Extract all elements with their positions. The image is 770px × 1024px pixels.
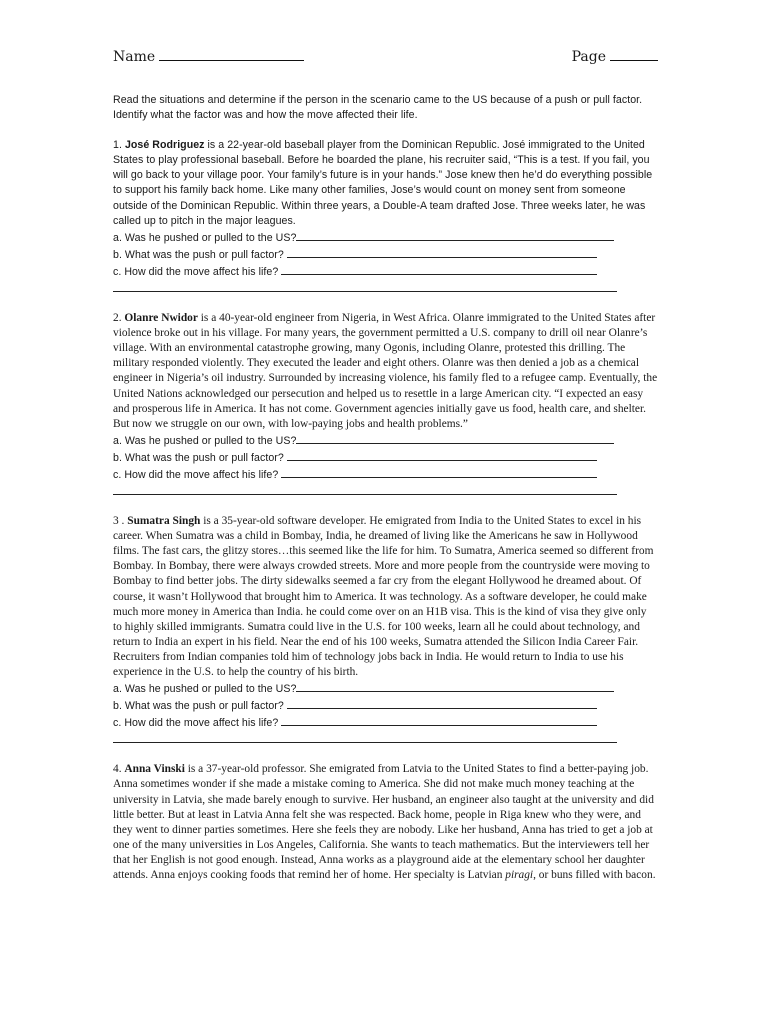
scenario-paragraph	[113, 762, 658, 883]
question-a-text: a. Was he pushed or pulled to the US?	[113, 434, 297, 447]
scenario-text-end: , or buns filled with bacon.	[533, 869, 656, 882]
question-a	[113, 229, 658, 246]
answer-c-continuation-line[interactable]	[113, 483, 617, 495]
question-b-text: b. What was the push or pull factor?	[113, 700, 284, 713]
worksheet-header	[113, 46, 658, 68]
question-a-text: a. Was he pushed or pulled to the US?	[113, 231, 297, 244]
person-name: Sumatra Singh	[127, 515, 201, 528]
question-c	[113, 714, 658, 731]
answer-b-line[interactable]	[287, 697, 597, 709]
question-c	[113, 466, 658, 483]
name-blank-line[interactable]	[159, 46, 304, 61]
name-label: Name	[113, 49, 156, 65]
question-a-text: a. Was he pushed or pulled to the US?	[113, 683, 297, 696]
question-c-text: c. How did the move affect his life?	[113, 265, 279, 278]
scenario-4	[113, 762, 658, 883]
answer-a-line[interactable]	[296, 229, 614, 241]
answer-a-line[interactable]	[296, 680, 614, 692]
answer-b-line[interactable]	[287, 246, 597, 258]
question-b-text: b. What was the push or pull factor?	[113, 248, 284, 261]
answer-c-continuation-line[interactable]	[113, 731, 617, 743]
italic-term: piragi	[505, 869, 534, 882]
scenario-paragraph	[113, 138, 658, 229]
question-a	[113, 432, 658, 449]
scenario-text: is a 35-year-old software developer. He emigrated from India to the United States to excel in his career. When Sumatra was a child in Bombay, India, he dreamed of living like the Americans he saw in Hollywood films. The fast cars, the glitzy stores…this seemed like the life for him. To Sumatra, America seemed so different from Bombay. In Bombay, there were always crowded streets. More and more people from the countryside were moving to Bombay to find better jobs. The dirty sidewalks seemed a far cry from the elegant Hollywood he dreamed about. Of course, it wasn’t Hollywood that brought him to America. It was technology. As a software developer, he could make much more money in America than India. he could come over on an H1B visa. This is the kind of visa they give only to highly skilled immigrants. Sumatra could live in the U.S. for 100 weeks, learn all he could about technology, and return to India an expert in his field. Near the end of his 100 weeks, Sumatra attended the Silicon India Career Fair. Recruiters from Indian companies told him of technology jobs back in India. He would return to India to use his experience in the U.S. to help the country of his birth.	[113, 515, 654, 678]
page-blank-line[interactable]	[610, 46, 658, 61]
answer-c-line[interactable]	[281, 263, 597, 275]
name-field	[113, 46, 304, 65]
question-b-text: b. What was the push or pull factor?	[113, 451, 284, 464]
question-c-text: c. How did the move affect his life?	[113, 717, 279, 730]
question-b	[113, 246, 658, 263]
person-name: Olanre Nwidor	[124, 312, 198, 325]
answer-c-line[interactable]	[281, 714, 597, 726]
answer-b-line[interactable]	[287, 449, 597, 461]
scenario-number: 3 .	[113, 515, 125, 528]
question-b	[113, 449, 658, 466]
answer-a-line[interactable]	[296, 432, 614, 444]
scenario-number: 2.	[113, 312, 122, 325]
scenario-2	[113, 311, 658, 495]
scenario-text: is a 37-year-old professor. She emigrated from Latvia to the United States to find a better-paying job. Anna sometimes wonder if she made a mistake coming to America. She did not make much money teaching at the university in Latvia, she made barely enough to survive. Her husband, an engineer also taught at the university and did little better. But at least in Latvia Anna felt she was respected. Back home, people in Riga knew who they were, and they went to dinner parties sometimes. Here she feels they are nobody. Like her husband, Anna has tried to get a job at one of the many universities in Los Angeles, California. She wants to teach mathematics. But the interviewers tell her that her English is not good enough. Instead, Anna works as a playground aide at the elementary school her daughter attends. Anna enjoys cooking foods that remind her of home. Her specialty is Latvian	[113, 763, 654, 882]
page-label: Page	[571, 49, 606, 65]
question-b	[113, 697, 658, 714]
question-a	[113, 680, 658, 697]
scenario-paragraph	[113, 311, 658, 432]
question-c-text: c. How did the move affect his life?	[113, 468, 279, 481]
scenario-1	[113, 138, 658, 292]
scenario-3	[113, 514, 658, 743]
scenario-number: 4.	[113, 763, 122, 776]
instructions: Read the situations and determine if the person in the scenario came to the US because of a push or pull factor. Identify what the factor was and how the move affected their life.	[113, 94, 643, 122]
question-c	[113, 263, 658, 280]
scenario-text: is a 40-year-old engineer from Nigeria, in West Africa. Olanre immigrated to the United States after violence broke out in his village. For many years, the government permitted a U.S. company to drill oil near Olanre’s village. With an environmental catastrophe growing, many Ogonis, including Olanre, protested this drilling. The military responded violently. They executed the leader and eight others. Olanre was then denied a job as a chemical engineer in Nigeria’s oil industry. Surrounded by increasing violence, his family fled to a refugee camp. Eventually, the United Nations acknowledged our persecution and helped us to resettle in a large American city. “I expected an easy and prosperous life in America. It has not come. Government agencies initially gave us food, health care, and shelter. But now we struggle on our own, with low-paying jobs and health problems.”	[113, 312, 658, 430]
scenario-number: 1.	[113, 139, 122, 152]
answer-c-continuation-line[interactable]	[113, 280, 617, 292]
answer-c-line[interactable]	[281, 466, 597, 478]
scenario-text: is a 22-year-old baseball player from the Dominican Republic. José immigrated to the United States to play professional baseball. Before he boarded the plane, his recruiter said, “This is a test. If you fail, you will go back to your village poor. Your family’s future is in your hands.” Jose knew then he’d do everything possible to support his family back home. Like many other families, Jose’s would count on money sent from someone outside of the Dominican Republic. Within three years, a Double-A team drafted Jose. Three weeks later, he was called up to pitch in the major leagues.	[113, 139, 653, 227]
person-name: Anna Vinski	[124, 763, 185, 776]
person-name: José Rodriguez	[124, 139, 205, 152]
page-field	[572, 46, 658, 65]
scenario-paragraph	[113, 514, 658, 680]
worksheet-content	[113, 93, 658, 883]
